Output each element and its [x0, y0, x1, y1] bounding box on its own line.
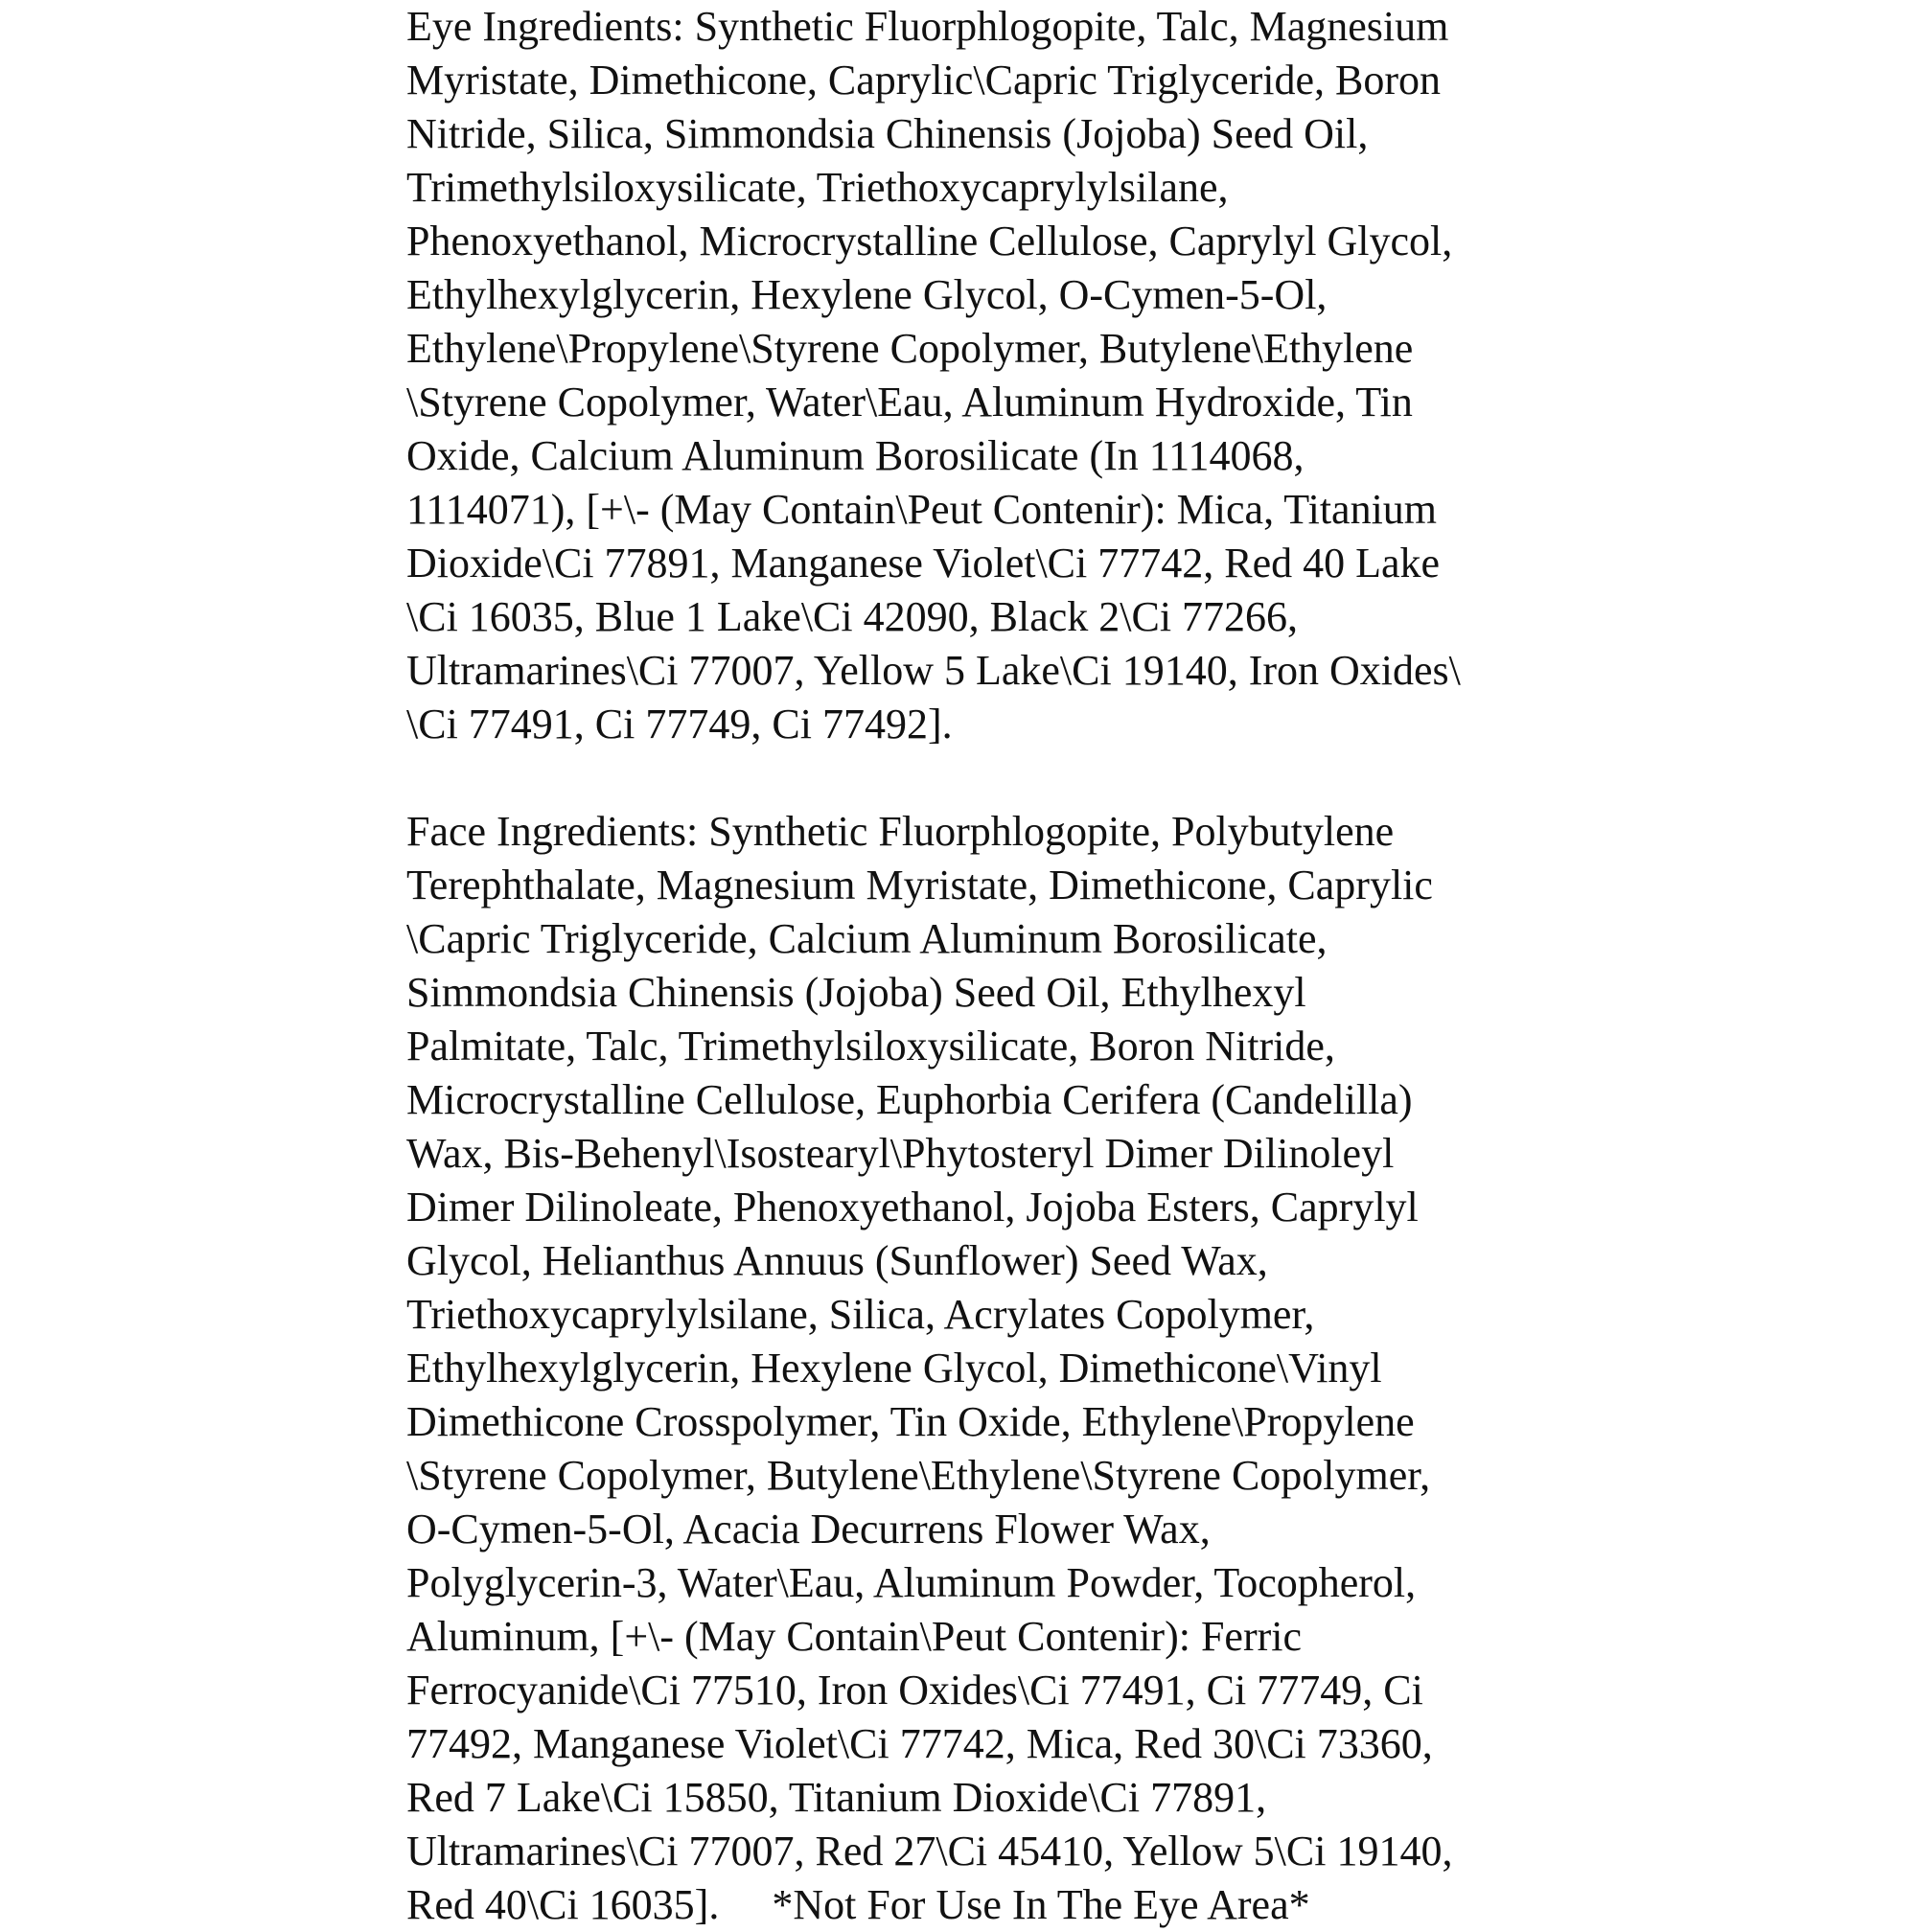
face-ingredients-line: Ultramarines\Ci 77007, Red 27\Ci 45410, Yellow 5\Ci 19140, [406, 1828, 1453, 1874]
face-ingredients-line: Red 40\Ci 16035]. *Not For Use In The Eye Area* [406, 1881, 1310, 1928]
face-ingredients-line: Aluminum, [+\- (May Contain\Peut Contenir): Ferric [406, 1613, 1303, 1660]
face-ingredients-line: Simmondsia Chinensis (Jojoba) Seed Oil, Ethylhexyl [406, 969, 1306, 1016]
eye-ingredients-line: Nitride, Silica, Simmondsia Chinensis (Jojoba) Seed Oil, [406, 110, 1369, 157]
eye-ingredients-line: Ethylene\Propylene\Styrene Copolymer, Butylene\Ethylene [406, 325, 1414, 372]
face-ingredients-line: Dimethicone Crosspolymer, Tin Oxide, Ethylene\Propylene [406, 1398, 1415, 1445]
face-ingredients-line: Ferrocyanide\Ci 77510, Iron Oxides\Ci 77491, Ci 77749, Ci [406, 1667, 1423, 1714]
eye-ingredients-line: \Styrene Copolymer, Water\Eau, Aluminum Hydroxide, Tin [406, 379, 1413, 426]
eye-ingredients-line: Oxide, Calcium Aluminum Borosilicate (In 1114068, [406, 432, 1305, 479]
eye-ingredients-line: Phenoxyethanol, Microcrystalline Cellulose, Caprylyl Glycol, [406, 218, 1453, 264]
eye-ingredients-line: Eye Ingredients: Synthetic Fluorphlogopite, Talc, Magnesium [406, 3, 1449, 50]
face-ingredients-line: Microcrystalline Cellulose, Euphorbia Cerifera (Candelilla) [406, 1076, 1413, 1123]
face-ingredients-line: Triethoxycaprylylsilane, Silica, Acrylates Copolymer, [406, 1291, 1315, 1338]
eye-ingredients-line: Ethylhexylglycerin, Hexylene Glycol, O-Cymen-5-Ol, [406, 271, 1328, 318]
eye-ingredients-line: Myristate, Dimethicone, Caprylic\Capric Triglyceride, Boron [406, 57, 1442, 104]
face-ingredients-line: \Styrene Copolymer, Butylene\Ethylene\Styrene Copolymer, [406, 1452, 1431, 1499]
eye-ingredients-line: \Ci 16035, Blue 1 Lake\Ci 42090, Black 2\Ci 77266, [406, 593, 1299, 640]
face-ingredients-line: 77492, Manganese Violet\Ci 77742, Mica, Red 30\Ci 73360, [406, 1720, 1433, 1767]
face-ingredients-line: Terephthalate, Magnesium Myristate, Dimethicone, Caprylic [406, 862, 1433, 908]
eye-ingredients-line: \Ci 77491, Ci 77749, Ci 77492]. [406, 701, 953, 748]
face-ingredients-line: Red 7 Lake\Ci 15850, Titanium Dioxide\Ci 77891, [406, 1774, 1267, 1821]
face-ingredients-line: Palmitate, Talc, Trimethylsiloxysilicate, Boron Nitride, [406, 1023, 1335, 1070]
ingredients-document [406, 0, 1534, 1932]
face-ingredients-line: \Capric Triglyceride, Calcium Aluminum Borosilicate, [406, 915, 1328, 962]
eye-ingredients-line: Dioxide\Ci 77891, Manganese Violet\Ci 77742, Red 40 Lake [406, 540, 1441, 586]
face-ingredients-line: Face Ingredients: Synthetic Fluorphlogopite, Polybutylene [406, 808, 1395, 855]
face-ingredients-line: Dimer Dilinoleate, Phenoxyethanol, Jojoba Esters, Caprylyl [406, 1184, 1419, 1230]
eye-ingredients-line: Trimethylsiloxysilicate, Triethoxycaprylylsilane, [406, 164, 1229, 211]
face-ingredients-line: Ethylhexylglycerin, Hexylene Glycol, Dimethicone\Vinyl [406, 1345, 1382, 1392]
paragraph-spacer [406, 751, 1534, 805]
face-ingredients-line: Wax, Bis-Behenyl\Isostearyl\Phytosteryl Dimer Dilinoleyl [406, 1130, 1395, 1177]
eye-ingredients-line: Ultramarines\Ci 77007, Yellow 5 Lake\Ci 19140, Iron Oxides\ [406, 647, 1461, 694]
eye-ingredients-paragraph [406, 0, 1534, 751]
face-ingredients-line: Glycol, Helianthus Annuus (Sunflower) Seed Wax, [406, 1237, 1268, 1284]
face-ingredients-line: Polyglycerin-3, Water\Eau, Aluminum Powder, Tocopherol, [406, 1559, 1417, 1606]
face-ingredients-paragraph [406, 805, 1534, 1932]
face-ingredients-line: O-Cymen-5-Ol, Acacia Decurrens Flower Wax, [406, 1506, 1211, 1552]
eye-ingredients-line: 1114071), [+\- (May Contain\Peut Contenir): Mica, Titanium [406, 486, 1438, 533]
